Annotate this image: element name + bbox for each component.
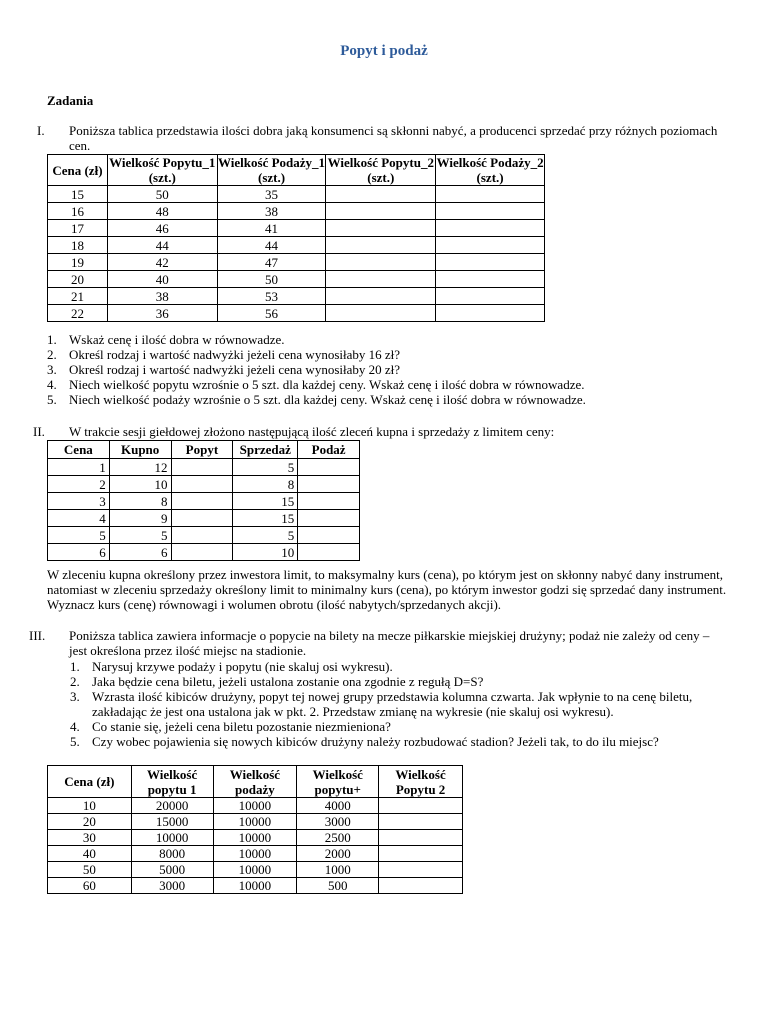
table-cell: 6 (109, 544, 171, 561)
task-item (47, 332, 737, 347)
task-number: 2. (47, 347, 57, 362)
table-cell: 15 (233, 493, 298, 510)
table-cell (436, 288, 545, 305)
table-cell: 21 (48, 288, 108, 305)
task-item (47, 392, 737, 407)
header-cell: Wielkość Popytu_2 (szt.) (327, 155, 434, 185)
task-text: Wskaż cenę i ilość dobra w równowadze. (69, 332, 285, 347)
table-cell: 10 (48, 798, 132, 814)
table-cell (326, 186, 436, 203)
table-cell: 20 (48, 271, 108, 288)
table-cell: 40 (48, 846, 132, 862)
task-number: 1. (47, 332, 57, 347)
table-cell: 10 (109, 476, 171, 493)
table-cell: 10 (233, 544, 298, 561)
table-cell: 56 (217, 305, 326, 322)
table-cell (436, 237, 545, 254)
table-cell: 19 (48, 254, 108, 271)
table-header-row (48, 766, 463, 798)
header-cell: Wielkość Podaży_1 (szt.) (218, 155, 326, 185)
table-row (48, 814, 463, 830)
table-row (48, 510, 360, 527)
table-row (48, 878, 463, 894)
table-cell: 6 (48, 544, 110, 561)
task-number: 5. (70, 734, 80, 749)
table-cell (436, 254, 545, 271)
table-cell: 1 (48, 459, 110, 476)
section-2-number: II. (33, 424, 45, 439)
task-text: Wzrasta ilość kibiców drużyny, popyt tej nowej grupy przedstawia kolumna czwarta. Jak wpłynie to na cenę biletu, zakładając że jest ona ustalona jak w pkt. 2. Przedstaw zmianę na wykresie (nie skaluj osi wykresu). (92, 689, 693, 719)
table-cell: 40 (107, 271, 217, 288)
table-row (48, 862, 463, 878)
task-item (47, 347, 737, 362)
task-text: Określ rodzaj i wartość nadwyżki jeżeli cena wynosiłaby 20 zł? (69, 362, 401, 377)
task-item (70, 689, 730, 719)
header-cell: Cena (zł) (48, 155, 108, 186)
table-row (48, 186, 545, 203)
table-row (48, 271, 545, 288)
table-row (48, 203, 545, 220)
table-cell: 5 (233, 527, 298, 544)
table-cell: 10000 (213, 878, 297, 894)
table-cell (171, 459, 233, 476)
table-row (48, 493, 360, 510)
header-cell: Wielkość Podaży_2 (szt.) (436, 155, 544, 185)
header-cell: Wielkość popytu 1 (131, 766, 213, 798)
task-text: Narysuj krzywe podaży i popytu (nie skaluj osi wykresu). (92, 659, 393, 674)
tickets-table (47, 765, 463, 894)
table-cell: 20000 (131, 798, 213, 814)
task-number: 4. (47, 377, 57, 392)
task-number: 1. (70, 659, 80, 674)
table-cell: 38 (217, 203, 326, 220)
table-cell: 22 (48, 305, 108, 322)
section-3-number: III. (29, 628, 46, 643)
table-cell (326, 254, 436, 271)
header-cell: Kupno (109, 441, 171, 459)
table-cell: 15 (48, 186, 108, 203)
table-cell (298, 476, 360, 493)
task-text: Niech wielkość popytu wzrośnie o 5 szt. dla każdej ceny. Wskaż cenę i ilość dobra w równowadze. (69, 377, 585, 392)
header-cell: Wielkość podaży (213, 766, 297, 798)
table-cell (298, 527, 360, 544)
task-number: 4. (70, 719, 80, 734)
table-row (48, 527, 360, 544)
table-cell (298, 544, 360, 561)
table-cell: 2000 (297, 846, 379, 862)
table-cell (379, 798, 463, 814)
task-item (70, 734, 730, 749)
table-cell: 3000 (131, 878, 213, 894)
table-row (48, 846, 463, 862)
section-3-intro: Poniższa tablica zawiera informacje o popycie na bilety na mecze piłkarskie miejskiej drużyny; podaż nie zależy od ceny – jest określona przez ilość miejsc na stadionie. (69, 628, 710, 658)
table-cell (326, 237, 436, 254)
table-header-row (48, 441, 360, 459)
table-cell (436, 305, 545, 322)
task-text: Niech wielkość podaży wzrośnie o 5 szt. dla każdej ceny. Wskaż cenę i ilość dobra w równowadze. (69, 392, 586, 407)
table-cell: 5 (109, 527, 171, 544)
header-cell: Sprzedaż (233, 441, 298, 459)
task-item (47, 377, 737, 392)
table-cell: 50 (217, 271, 326, 288)
task-number: 5. (47, 392, 57, 407)
table-row (48, 830, 463, 846)
table-cell (379, 846, 463, 862)
header-cell: Podaż (298, 441, 360, 459)
table-cell: 41 (217, 220, 326, 237)
table-cell: 2500 (297, 830, 379, 846)
table-cell: 44 (217, 237, 326, 254)
table-cell (326, 305, 436, 322)
table-row (48, 544, 360, 561)
header-cell: Wielkość Popytu 2 (379, 766, 463, 798)
table-row (48, 305, 545, 322)
table-cell: 15000 (131, 814, 213, 830)
table-cell: 15 (233, 510, 298, 527)
table-cell: 10000 (213, 814, 297, 830)
header-cell: Wielkość Popytu_1 (szt.) (109, 155, 216, 185)
table-cell: 8 (109, 493, 171, 510)
table-row (48, 459, 360, 476)
header-cell: Cena (48, 441, 110, 459)
table-cell (379, 862, 463, 878)
table-cell (171, 476, 233, 493)
table-cell (298, 459, 360, 476)
table-header-row (48, 155, 545, 186)
table-row (48, 476, 360, 493)
task-item (70, 674, 730, 689)
table-cell: 5000 (131, 862, 213, 878)
table-cell: 8 (233, 476, 298, 493)
table-cell: 4000 (297, 798, 379, 814)
header-cell: Cena (zł) (48, 766, 132, 798)
table-cell (379, 830, 463, 846)
table-cell: 10000 (213, 830, 297, 846)
table-cell: 44 (107, 237, 217, 254)
table-cell: 10000 (213, 862, 297, 878)
table-cell: 3000 (297, 814, 379, 830)
table-cell: 16 (48, 203, 108, 220)
table-cell: 1000 (297, 862, 379, 878)
table-row (48, 237, 545, 254)
orders-table (47, 440, 360, 561)
table-cell (326, 220, 436, 237)
table-cell (326, 271, 436, 288)
table-cell: 30 (48, 830, 132, 846)
table-cell: 5 (233, 459, 298, 476)
table-cell: 38 (107, 288, 217, 305)
table-cell (171, 493, 233, 510)
task-text: Czy wobec pojawienia się nowych kibiców drużyny należy rozbudować stadion? Jeżeli tak, to do ilu miejsc? (92, 734, 659, 749)
section-1-number: I. (37, 123, 45, 138)
page-title: Popyt i podaż (340, 43, 428, 59)
table-cell (379, 878, 463, 894)
table-cell: 18 (48, 237, 108, 254)
table-row (48, 254, 545, 271)
table-cell: 3 (48, 493, 110, 510)
table-cell: 9 (109, 510, 171, 527)
table-cell (298, 510, 360, 527)
table-cell (326, 203, 436, 220)
table-cell (436, 186, 545, 203)
table-cell (326, 288, 436, 305)
task-number: 3. (70, 689, 80, 704)
table-cell: 5 (48, 527, 110, 544)
table-cell: 46 (107, 220, 217, 237)
table-cell: 2 (48, 476, 110, 493)
task-text: Jaka będzie cena biletu, jeżeli ustalona zostanie ona zgodnie z regułą D=S? (92, 674, 484, 689)
table-cell (379, 814, 463, 830)
table-cell (171, 510, 233, 527)
table-row (48, 288, 545, 305)
table-cell: 50 (48, 862, 132, 878)
table-cell: 50 (107, 186, 217, 203)
table-cell (171, 527, 233, 544)
section-1-intro: Poniższa tablica przedstawia ilości dobra jaką konsumenci są skłonni nabyć, a producenci sprzedać przy różnych poziomach cen. (69, 123, 718, 153)
section-heading: Zadania (47, 93, 94, 108)
table-cell: 47 (217, 254, 326, 271)
table-row (48, 798, 463, 814)
header-cell: Popyt (171, 441, 233, 459)
table-cell: 36 (107, 305, 217, 322)
section-1-task-list (47, 332, 737, 407)
table-cell: 60 (48, 878, 132, 894)
task-number: 3. (47, 362, 57, 377)
task-number: 2. (70, 674, 80, 689)
task-item (70, 659, 730, 674)
task-item (70, 719, 730, 734)
table-cell: 48 (107, 203, 217, 220)
table-cell: 10000 (131, 830, 213, 846)
table-cell (171, 544, 233, 561)
table-cell (436, 271, 545, 288)
table-cell (436, 203, 545, 220)
table-cell: 4 (48, 510, 110, 527)
table-cell: 12 (109, 459, 171, 476)
table-cell (436, 220, 545, 237)
table-cell: 42 (107, 254, 217, 271)
table-cell: 35 (217, 186, 326, 203)
table-cell (298, 493, 360, 510)
supply-demand-table (47, 154, 545, 322)
table-cell: 10000 (213, 846, 297, 862)
section-3-task-list (70, 659, 730, 749)
table-cell: 17 (48, 220, 108, 237)
section-2-text: W zleceniu kupna określony przez inwestora limit, to maksymalny kurs (cena), po którym jest on skłonny nabyć dany instrument, natomiast w zleceniu sprzedaży określony limit to minimalny kurs (cena), po którym inwestor godzi się sprzedać dany instrument. Wyznacz kurs (cenę) równowagi i wolumen obrotu (ilość nabytych/sprzedanych akcji). (47, 567, 727, 612)
task-text: Określ rodzaj i wartość nadwyżki jeżeli cena wynosiłaby 16 zł? (69, 347, 401, 362)
table-cell: 53 (217, 288, 326, 305)
table-cell: 8000 (131, 846, 213, 862)
table-cell: 500 (297, 878, 379, 894)
task-text: Co stanie się, jeżeli cena biletu pozostanie niezmieniona? (92, 719, 391, 734)
table-row (48, 220, 545, 237)
header-cell: Wielkość popytu+ (297, 766, 379, 798)
section-2-intro: W trakcie sesji giełdowej złożono następującą ilość zleceń kupna i sprzedaży z limitem ceny: (69, 424, 555, 439)
table-cell: 20 (48, 814, 132, 830)
task-item (47, 362, 737, 377)
table-cell: 10000 (213, 798, 297, 814)
